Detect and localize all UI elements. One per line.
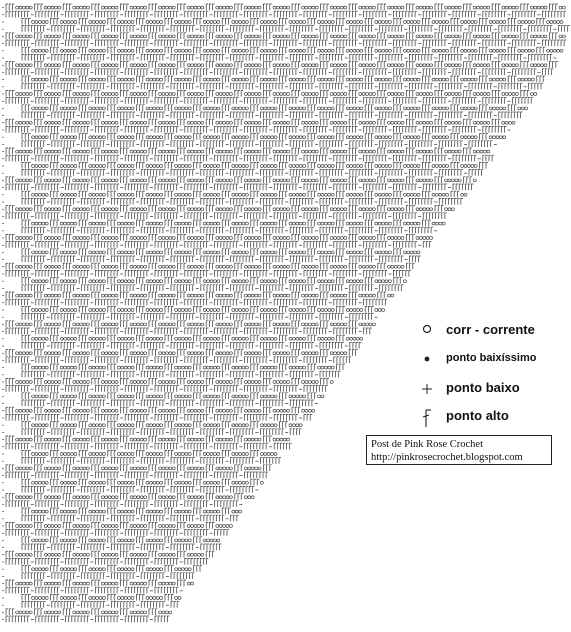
double-crochet-icon xyxy=(420,406,436,428)
chart-row xyxy=(2,422,302,428)
chart-row xyxy=(2,306,385,312)
legend-row-slip xyxy=(420,348,570,374)
chart-row xyxy=(2,191,467,197)
chart-row xyxy=(2,400,318,406)
chart-row xyxy=(2,220,445,226)
chart-row xyxy=(2,594,181,600)
chart-row xyxy=(2,378,333,384)
chart-row xyxy=(2,40,566,46)
chart-row xyxy=(2,112,523,118)
chart-row xyxy=(2,414,312,420)
chart-row xyxy=(2,342,361,348)
chart-row xyxy=(2,198,463,204)
chart-row xyxy=(2,148,490,154)
chart-row xyxy=(2,436,290,442)
chart-row xyxy=(2,54,556,60)
credit-author: Post de Pink Rose Crochet xyxy=(371,439,483,450)
credit-url[interactable]: http://pinkrosecrochet.blogspot.com xyxy=(371,452,523,463)
stitch-legend xyxy=(420,320,570,432)
chart-row xyxy=(2,292,394,298)
legend-label-double: ponto alto xyxy=(446,408,509,423)
chart-row xyxy=(2,587,183,593)
chart-row xyxy=(2,486,258,492)
chart-row xyxy=(2,213,447,219)
chart-row xyxy=(2,134,506,140)
legend-label-single: ponto baixo xyxy=(446,380,520,395)
chart-row xyxy=(2,170,483,176)
chart-row xyxy=(2,335,363,341)
chart-row xyxy=(2,508,242,514)
chart-row xyxy=(2,270,411,276)
chart-row xyxy=(2,328,372,334)
chart-row xyxy=(2,227,437,233)
chart-row xyxy=(2,69,554,75)
chart-row xyxy=(2,321,375,327)
chart-row xyxy=(2,285,403,291)
chain-stitch-icon xyxy=(420,320,436,342)
chart-row xyxy=(2,407,315,413)
credit-box xyxy=(366,435,552,465)
chart-row xyxy=(2,443,292,449)
chart-row xyxy=(2,62,558,68)
chart-row xyxy=(2,314,378,320)
chart-row xyxy=(2,537,220,543)
chart-row xyxy=(2,602,179,608)
chart-row xyxy=(2,162,488,168)
chart-row xyxy=(2,515,239,521)
chart-row xyxy=(2,177,476,183)
chart-row xyxy=(2,566,202,572)
chart-row xyxy=(2,184,474,190)
chart-row xyxy=(2,33,565,39)
chart-row xyxy=(2,393,324,399)
chart-row xyxy=(2,357,351,363)
chart-row xyxy=(2,450,277,456)
chart-row xyxy=(2,90,537,96)
chart-row xyxy=(2,26,570,32)
chart-row xyxy=(2,551,215,557)
chart-row xyxy=(2,278,406,284)
chart-row xyxy=(2,501,242,507)
chart-row xyxy=(2,472,268,478)
legend-label-slip: ponto baixíssimo xyxy=(446,352,537,364)
chart-row xyxy=(2,371,341,377)
chart-row xyxy=(2,616,169,622)
chart-row xyxy=(2,479,263,485)
chart-row xyxy=(2,126,511,132)
legend-row-double xyxy=(420,406,570,432)
chart-row xyxy=(2,249,420,255)
chart-row xyxy=(2,47,563,53)
chart-row xyxy=(2,98,533,104)
chart-row xyxy=(2,458,281,464)
chart-row xyxy=(2,4,565,10)
legend-row-single xyxy=(420,378,570,404)
chart-row xyxy=(2,263,415,269)
chart-row xyxy=(2,105,528,111)
chart-row xyxy=(2,350,358,356)
chart-row xyxy=(2,256,421,262)
chart-row xyxy=(2,234,433,240)
chart-row xyxy=(2,119,515,125)
chart-row xyxy=(2,573,195,579)
chart-row xyxy=(2,299,387,305)
chart-row xyxy=(2,76,545,82)
slip-stitch-icon xyxy=(420,348,436,370)
chart-row xyxy=(2,544,221,550)
legend-row-chain xyxy=(420,320,570,346)
chart-row xyxy=(2,242,431,248)
single-crochet-icon xyxy=(420,378,436,400)
chart-row xyxy=(2,429,302,435)
chart-row xyxy=(2,141,497,147)
chart-row xyxy=(2,494,254,500)
chart-row xyxy=(2,83,543,89)
chart-row xyxy=(2,18,563,24)
chart-row xyxy=(2,465,272,471)
chart-row xyxy=(2,206,454,212)
chart-row xyxy=(2,580,194,586)
chart-row xyxy=(2,558,209,564)
chart-row xyxy=(2,386,328,392)
chart-row xyxy=(2,522,232,528)
chart-row xyxy=(2,530,229,536)
chart-row xyxy=(2,11,566,17)
legend-label-chain: corr - corrente xyxy=(446,322,535,337)
chart-row xyxy=(2,364,345,370)
chart-row xyxy=(2,609,172,615)
chart-row xyxy=(2,155,494,161)
